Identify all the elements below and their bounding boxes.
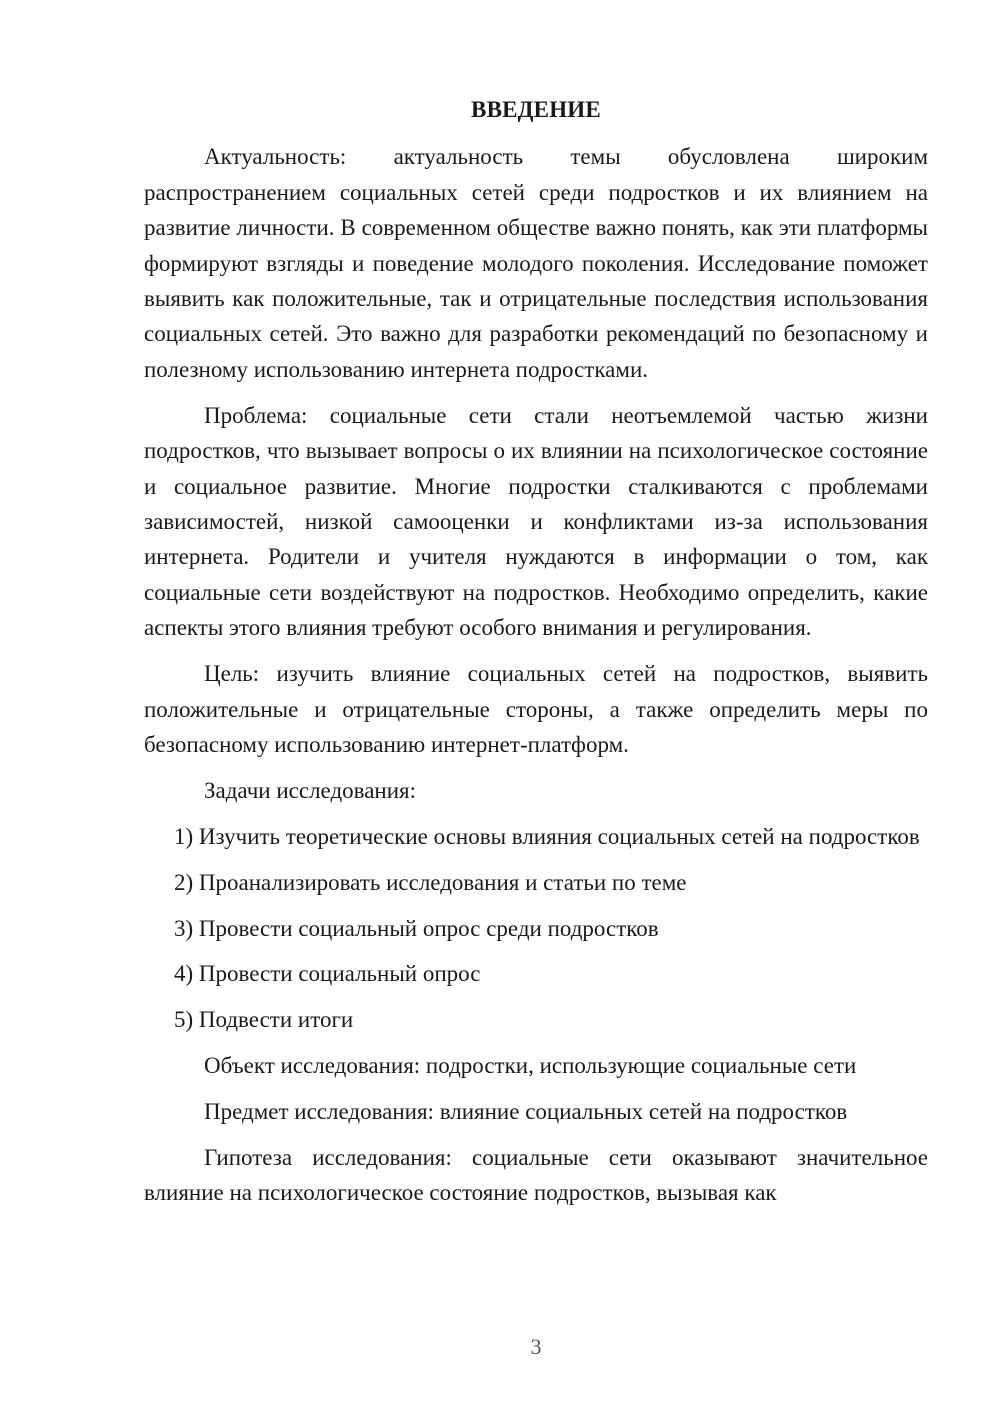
tasks-title: Задачи исследования: — [204, 777, 417, 803]
task-item-4: 4) Провести социальный опрос — [174, 961, 481, 987]
subject-paragraph: Предмет исследования: влияние социальных сетей на подростков — [204, 1099, 848, 1125]
task-item-2: 2) Проанализировать исследования и статьи по теме — [174, 869, 687, 895]
goal-paragraph: Цель: изучить влияние социальных сетей на подростков, выявить положительные и отрицательные стороны, а также определить меры по безопасному использованию интернет-платформ. — [144, 661, 928, 757]
section-heading: ВВЕДЕНИЕ — [471, 97, 601, 122]
task-item-5: 5) Подвести итоги — [174, 1007, 354, 1033]
relevance-paragraph: Актуальность: актуальность темы обусловлена широким распространением социальных сетей среди подростков и их влиянием на развитие личности. В современном обществе важно понять, как эти платформы формируют взгляды и поведение молодого поколения. Исследование поможет выявить как положительные, так и отрицательные последствия использования социальных сетей. Это важно для разработки рекомендаций по безопасному и полезному использованию интернета подростками. — [144, 144, 928, 382]
problem-paragraph: Проблема: социальные сети стали неотъемлемой частью жизни подростков, что вызывает вопросы о их влиянии на психологическое состояние и социальное развитие. Многие подростки сталкиваются с проблемами зависимостей, низкой самооценки и конфликтами из-за использования интернета. Родители и учителя нуждаются в информации о том, как социальные сети воздействуют на подростков. Необходимо определить, какие аспекты этого влияния требуют особого внимания и регулирования. — [144, 402, 928, 641]
document-body — [144, 92, 928, 1211]
task-item-3: 3) Провести социальный опрос среди подростков — [174, 915, 659, 941]
task-item-1: 1) Изучить теоретические основы влияния социальных сетей на подростков — [174, 823, 920, 849]
object-paragraph: Объект исследования: подростки, использующие социальные сети — [204, 1053, 857, 1079]
page-number: 3 — [530, 1334, 542, 1359]
hypothesis-paragraph: Гипотеза исследования: социальные сети оказывают значительное влияние на психологическое состояние подростков, вызывая как — [144, 1145, 928, 1206]
